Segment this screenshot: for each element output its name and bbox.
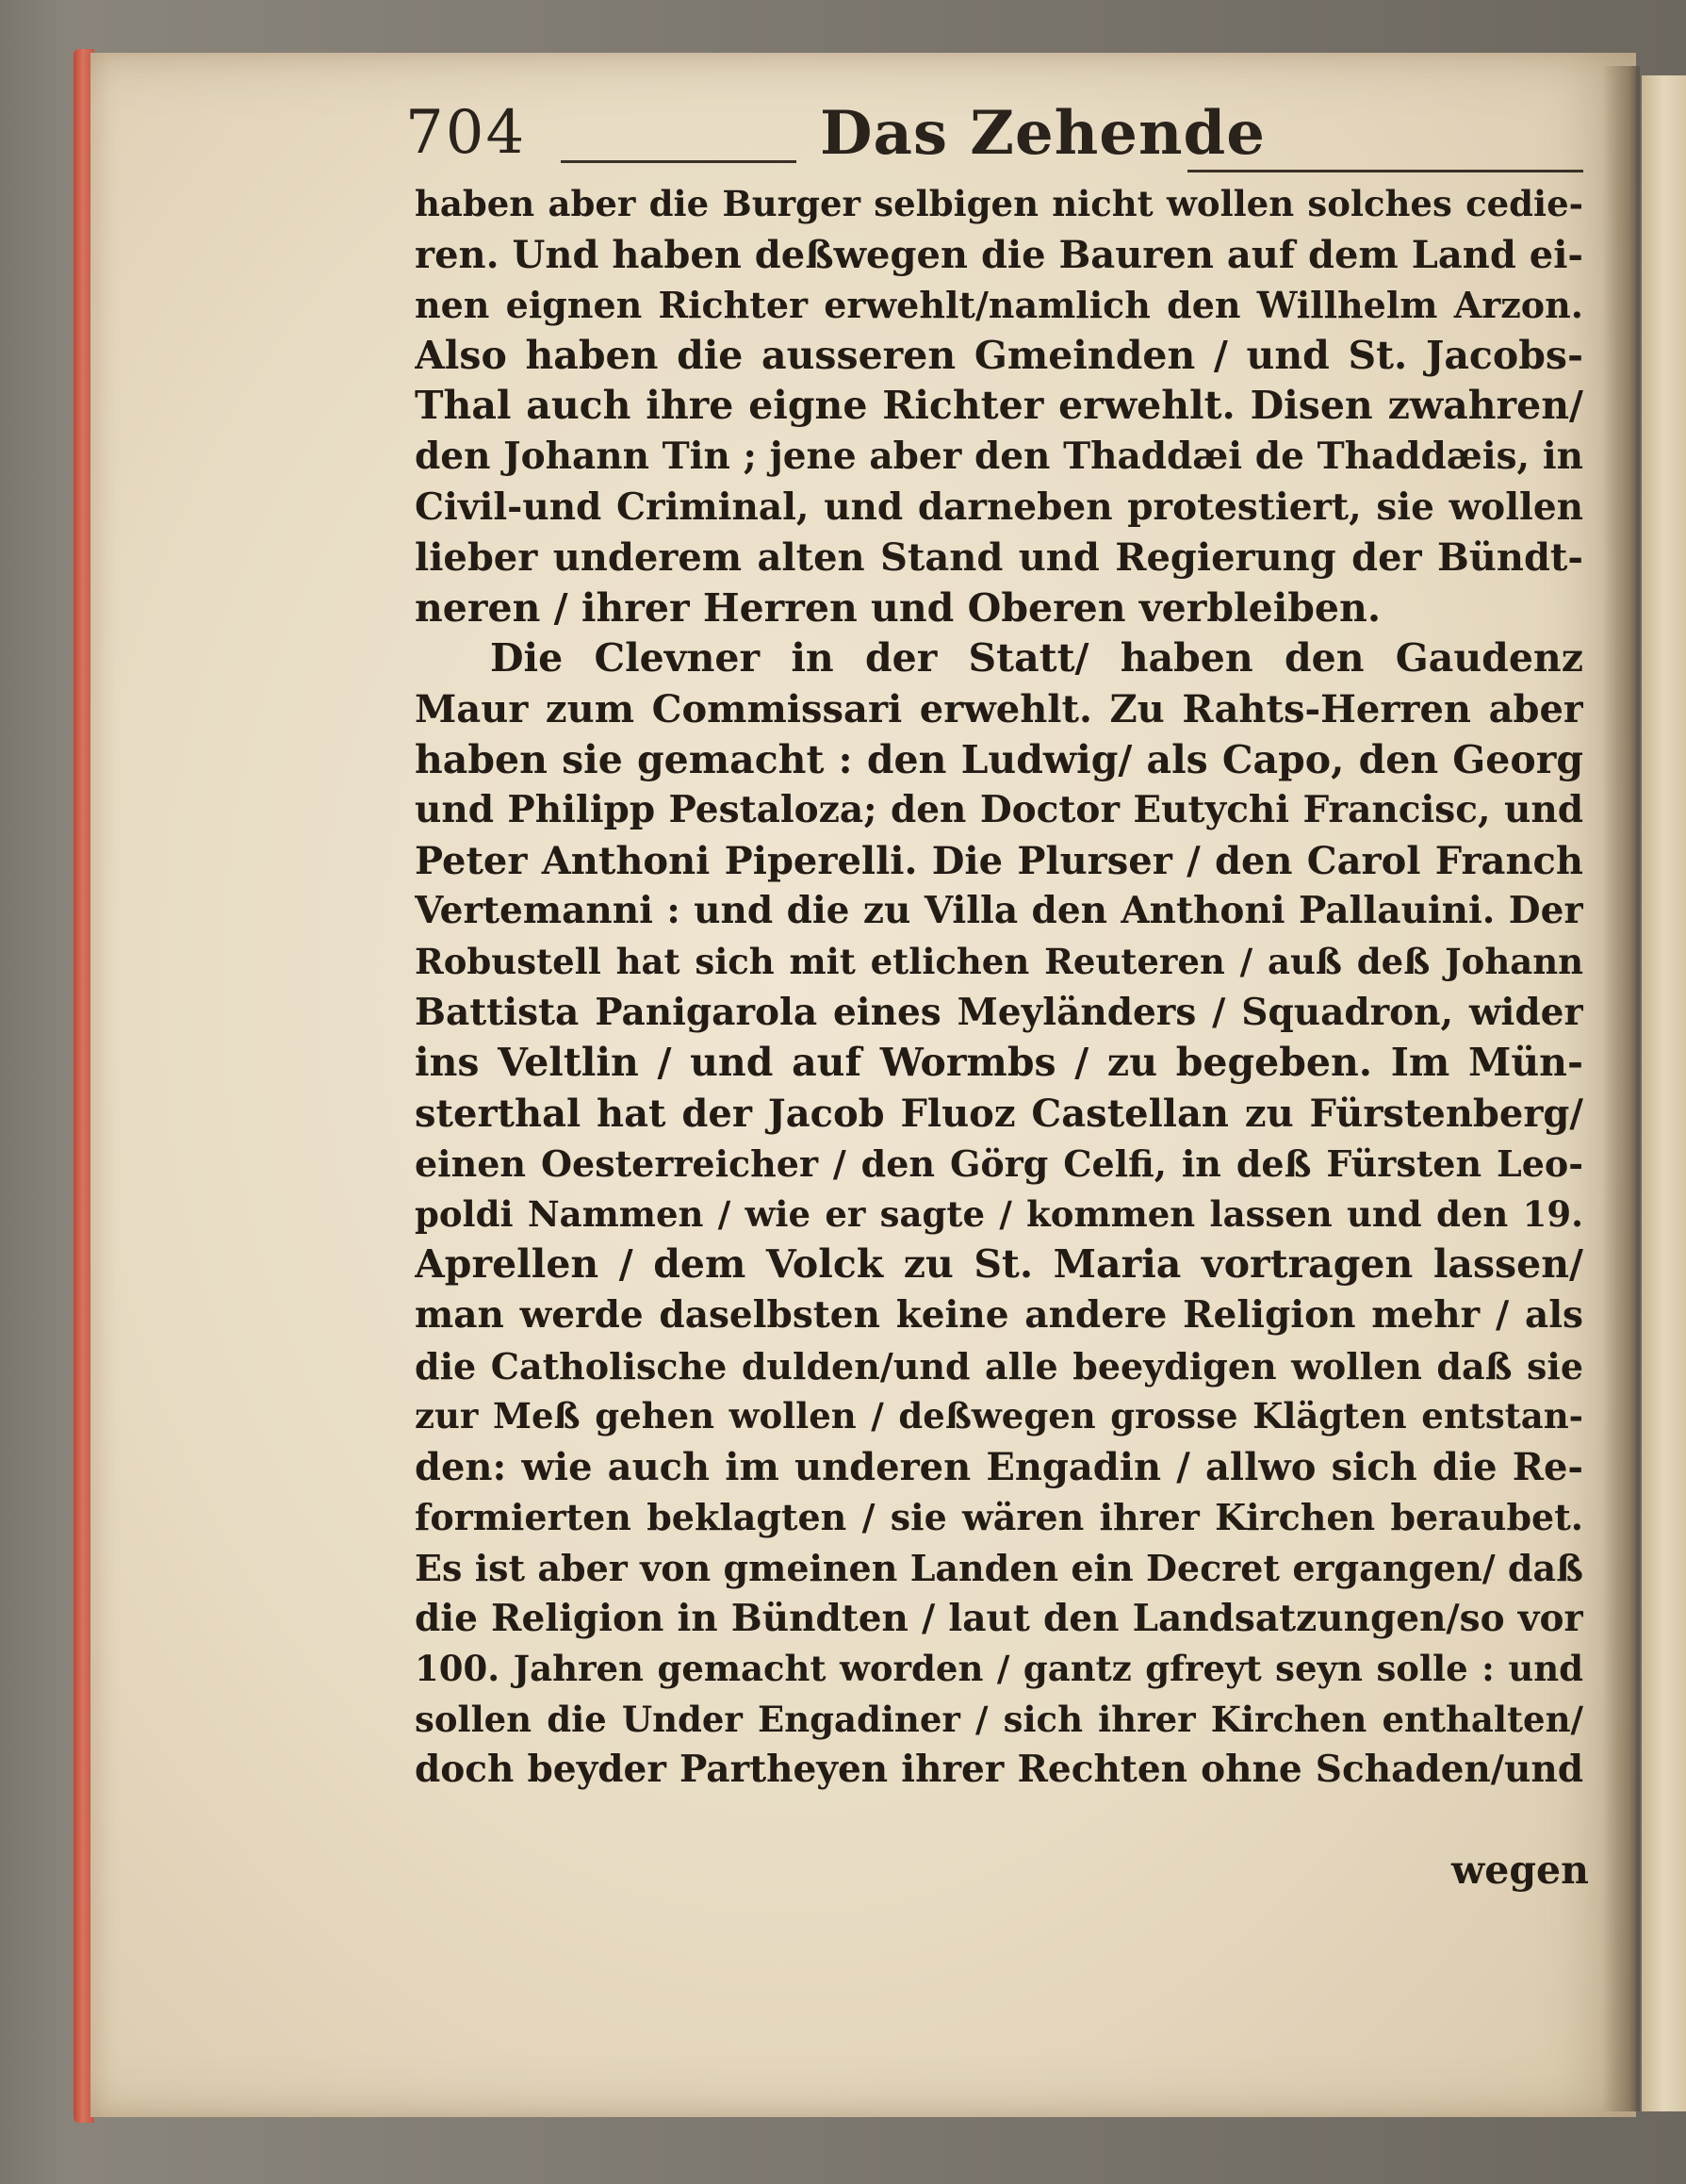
text-line: formierten beklagten / sie wären ihrer Kirchen beraubet. <box>415 1496 1583 1539</box>
page-header <box>405 98 1583 183</box>
text-line: zur Meß gehen wollen / deßwegen grosse Klägten entstan- <box>415 1395 1583 1437</box>
text-line: Civil-und Criminal, und darneben protestiert, sie wollen <box>415 484 1583 529</box>
text-line: die Religion in Bündten / laut den Landsatzungen/so vor <box>415 1596 1583 1640</box>
text-line: neren / ihrer Herren und Oberen verbleiben. <box>415 584 1382 631</box>
text-line: Robustell hat sich mit etlichen Reuteren / auß deß Johann <box>415 940 1583 982</box>
text-line: haben aber die Burger selbigen nicht wollen solches cedie- <box>415 183 1583 224</box>
text-line: 100. Jahren gemacht worden / gantz gfreyt seyn solle : und <box>415 1648 1583 1690</box>
text-line: Peter Anthoni Piperelli. Die Plurser / den Carol Franch <box>415 838 1583 883</box>
text-line: einen Oesterreicher / den Görg Celfi, in deß Fürsten Leo- <box>415 1142 1583 1186</box>
text-line: den Johann Tin ; jene aber den Thaddæi de Thaddæis, in <box>415 434 1583 478</box>
text-line: Die Clevner in der Statt/ haben den Gaudenz <box>490 635 1583 681</box>
text-line: sollen die Under Engadiner / sich ihrer Kirchen enthalten/ <box>415 1698 1583 1740</box>
text-line: doch beyder Partheyen ihrer Rechten ohne Schaden/und <box>415 1748 1583 1792</box>
catchword: wegen <box>1451 1847 1589 1893</box>
text-line: poldi Nammen / wie er sagte / kommen lassen und den 19. <box>415 1192 1583 1235</box>
running-head: Das Zehende <box>820 98 1266 169</box>
text-line: haben sie gemacht : den Ludwig/ als Capo, den Georg <box>415 736 1583 782</box>
text-line: Es ist aber von gmeinen Landen ein Decret ergangen/ daß <box>415 1547 1583 1590</box>
text-line: lieber underem alten Stand und Regierung der Bündt- <box>415 535 1583 581</box>
facing-page-edge <box>1642 75 1686 2111</box>
text-line: und Philipp Pestaloza; den Doctor Eutychi Francisc, und <box>415 788 1583 832</box>
header-rule-left <box>561 160 796 163</box>
page-number: 704 <box>405 98 527 168</box>
text-line: Battista Panigarola eines Meyländers / Squadron, wider <box>415 990 1583 1034</box>
text-line: Thal auch ihre eigne Richter erwehlt. Disen zwahren/ <box>415 383 1583 429</box>
text-line: die Catholische dulden/und alle beeydigen wollen daß sie <box>415 1344 1583 1388</box>
text-line: ins Veltlin / und auf Wormbs / zu begeben. Im Mün- <box>415 1040 1583 1086</box>
text-line: Maur zum Commissari erwehlt. Zu Rahts-Herren aber <box>415 686 1583 731</box>
text-line: Also haben die ausseren Gmeinden / und St. Jacobs- <box>415 332 1583 378</box>
body-text <box>415 179 1583 1796</box>
text-line: ren. Und haben deßwegen die Bauren auf dem Land ei- <box>415 232 1583 277</box>
page-gutter <box>1602 66 1640 2111</box>
text-line: sterthal hat der Jacob Fluoz Castellan zu Fürstenberg/ <box>415 1091 1583 1136</box>
text-line: Vertemanni : und die zu Villa den Anthoni Pallauini. Der <box>415 889 1583 933</box>
text-line: Aprellen / dem Volck zu St. Maria vortragen lassen/ <box>415 1241 1583 1288</box>
text-line: man werde daselbsten keine andere Religion mehr / als <box>415 1293 1583 1338</box>
text-line: nen eignen Richter erwehlt/namlich den Willhelm Arzon. <box>415 284 1583 327</box>
text-line: den: wie auch im underen Engadin / allwo sich die Re- <box>415 1444 1583 1489</box>
header-rule-right <box>1187 170 1583 172</box>
